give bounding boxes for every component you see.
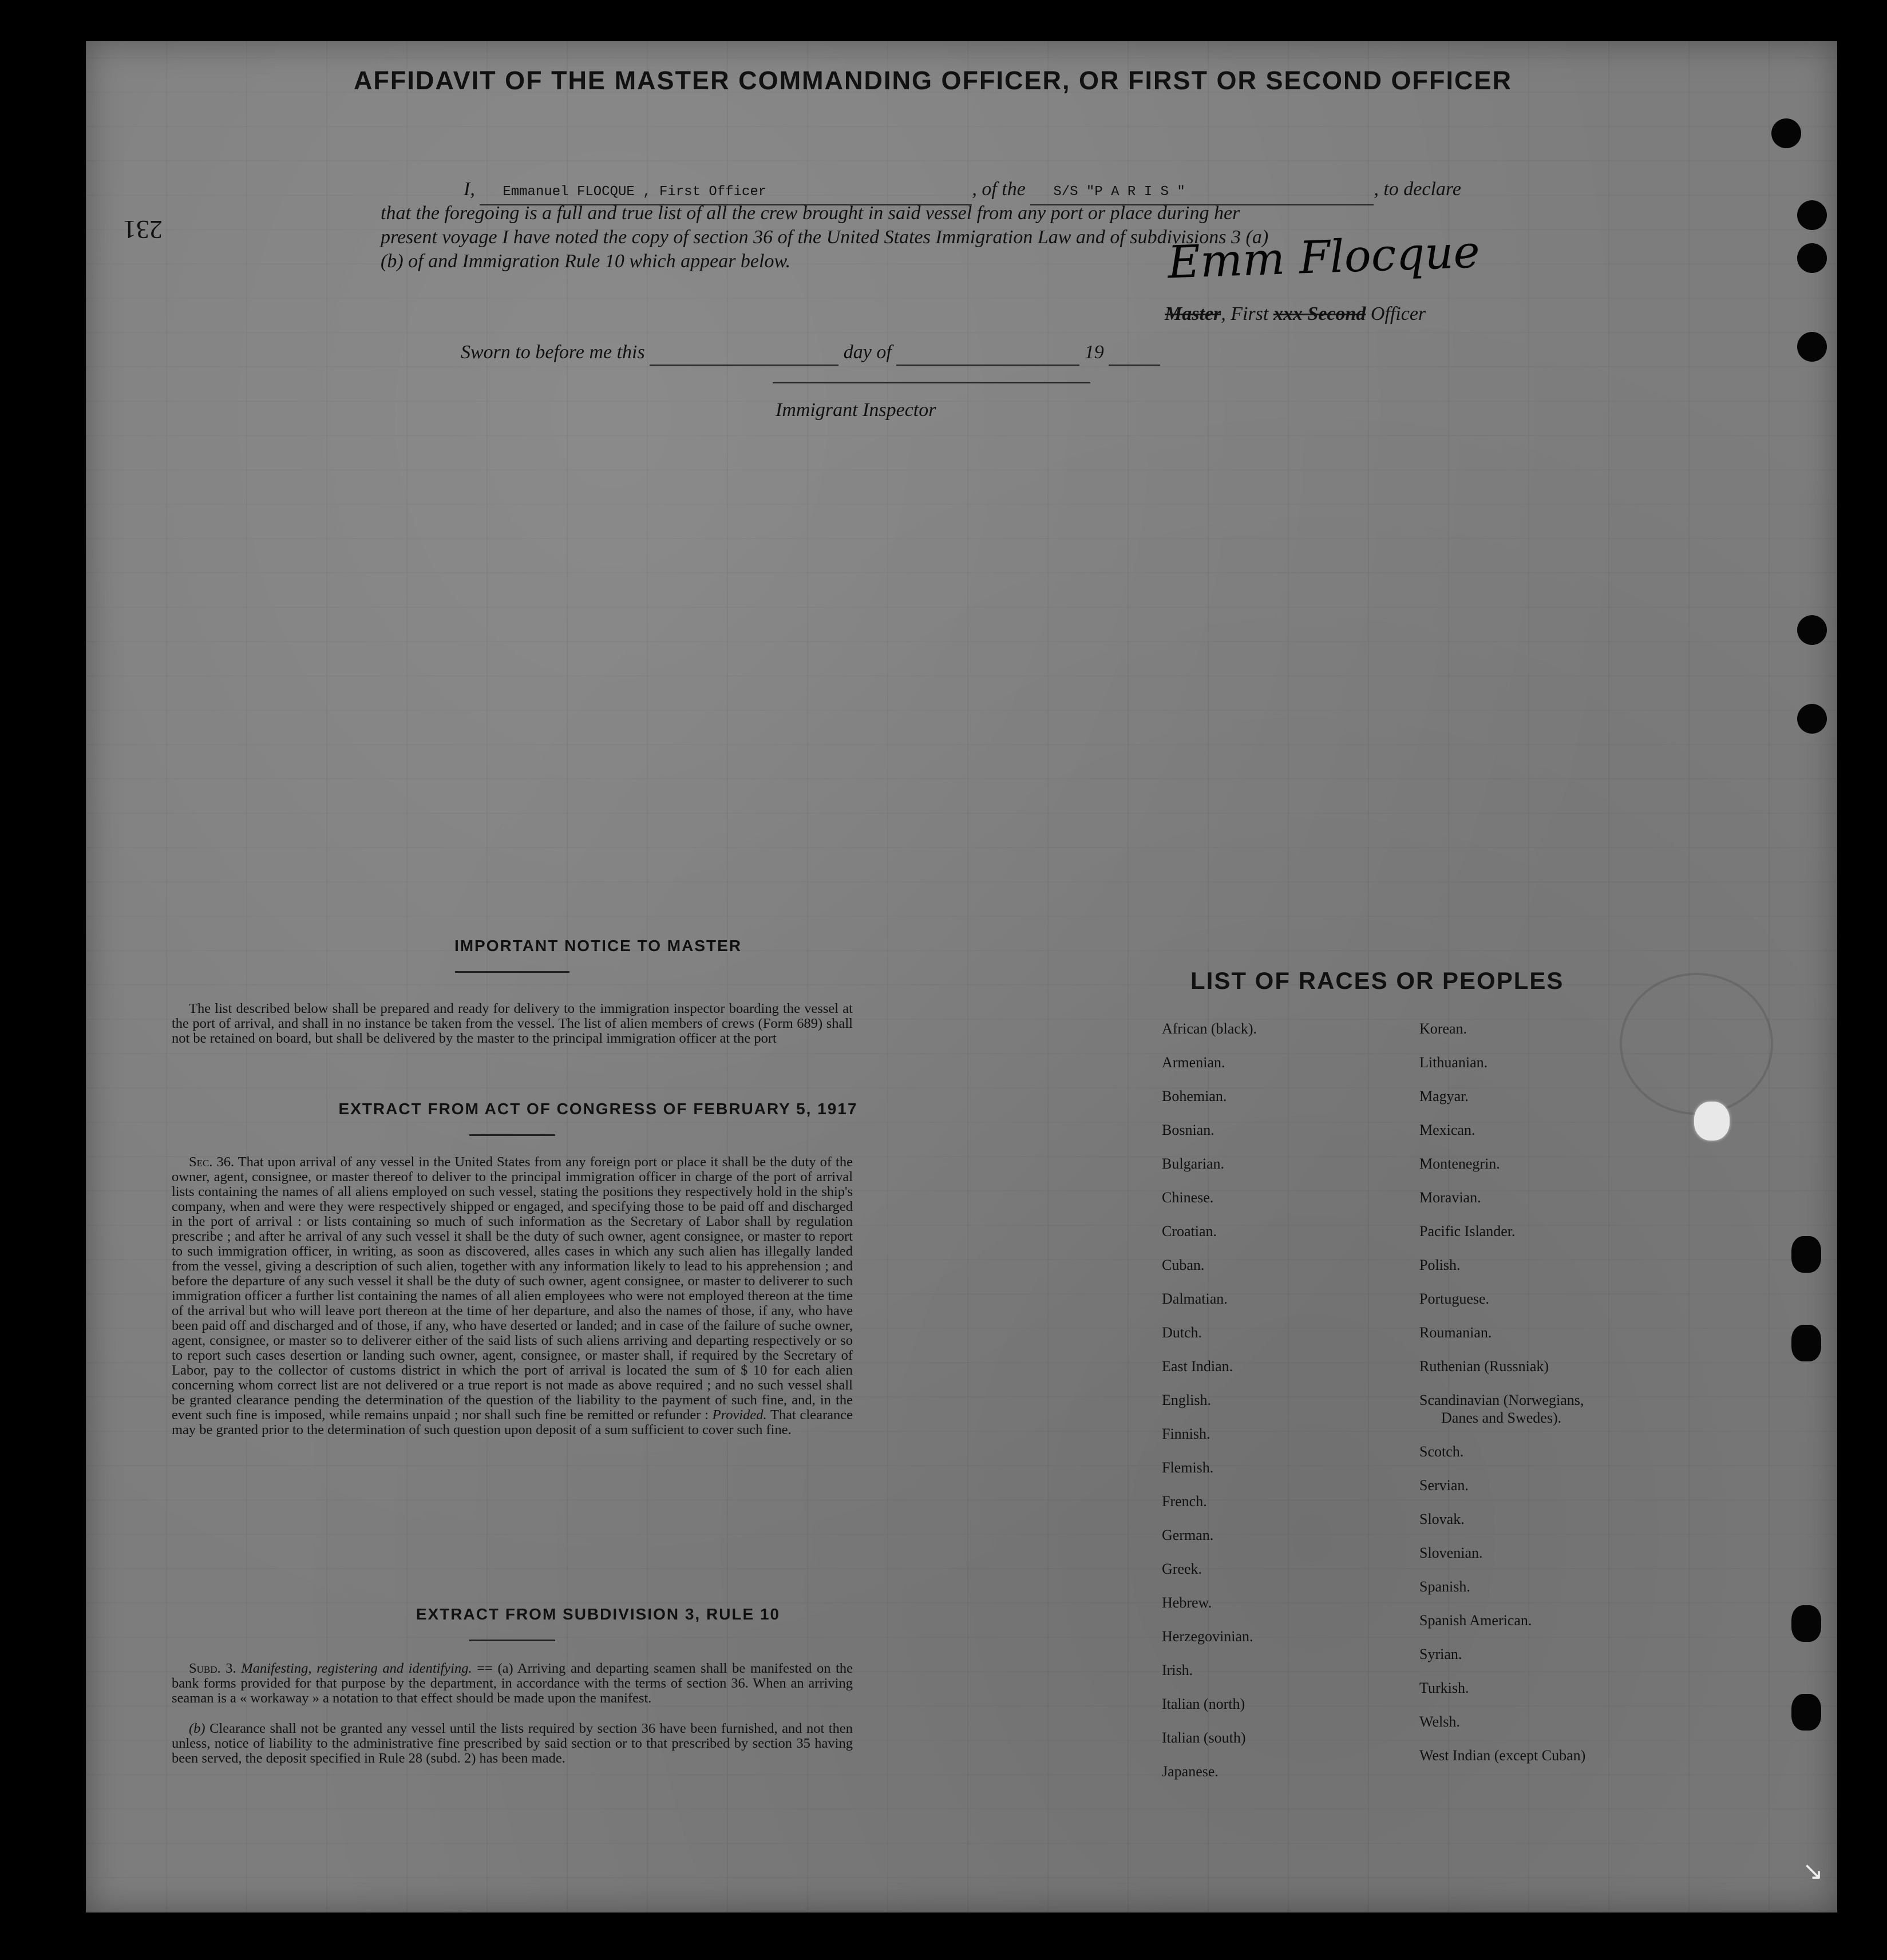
subd-title: Manifesting, registering and identifying. (241, 1661, 472, 1676)
binder-hole (1791, 1236, 1821, 1273)
race-item: West Indian (except Cuban) (1419, 1747, 1586, 1764)
rule-para-b (172, 1721, 853, 1766)
act-rule (469, 1134, 555, 1136)
handwritten-signature: Emm Flocque (1166, 226, 1481, 289)
race-item: Herzegovinian. (1162, 1628, 1253, 1645)
race-item: Moravian. (1419, 1189, 1481, 1206)
race-item: Pacific Islander. (1419, 1223, 1516, 1240)
pronoun: I, (464, 179, 475, 200)
act-heading: EXTRACT FROM ACT OF CONGRESS OF FEBRUARY 5, 1917 (338, 1100, 858, 1118)
race-item: East Indian. (1162, 1358, 1233, 1375)
affidavit-line-3: present voyage I have noted the copy of section 36 of the United States Immigration Law and of subdivisions 3 (a) (381, 227, 1269, 248)
provided-word: Provided. (712, 1407, 767, 1423)
sec-label: Sec. 36. (189, 1154, 235, 1170)
binder-hole (1797, 615, 1827, 645)
race-item: Slovak. (1419, 1511, 1465, 1527)
vessel-name-field: S/S "P A R I S " (1030, 180, 1374, 205)
rule-rule (469, 1640, 555, 1641)
margin-number: 231 (123, 215, 163, 244)
race-item: Servian. (1419, 1477, 1469, 1494)
rule-para-a (172, 1661, 853, 1706)
race-item: Spanish American. (1419, 1612, 1532, 1629)
binder-hole (1797, 704, 1827, 734)
white-seal-mark (1694, 1102, 1730, 1141)
sworn-day-blank (650, 340, 838, 366)
sworn-year-blank (1109, 340, 1160, 366)
race-item: Welsh. (1419, 1713, 1460, 1730)
race-item: African (black). (1162, 1020, 1257, 1037)
inspector-signature-line (773, 382, 1090, 383)
race-item: Bosnian. (1162, 1122, 1215, 1138)
rank-officer: Officer (1370, 303, 1426, 324)
officer-rank-line (1165, 302, 1426, 326)
race-item: Spanish. (1419, 1578, 1470, 1595)
rank-second-struck: xxx Second (1273, 303, 1366, 324)
sworn-day-of: day of (843, 342, 892, 363)
race-item: Roumanian. (1419, 1324, 1492, 1341)
subd-para-b: Clearance shall not be granted any vessel until the lists required by section 36 have been furnished, and not then unless, notice of liability to the administrative fine prescribed by said section or to that prescribed by section 35 having been served, the deposit specified in Rule 28 (subd. 2) has been made. (172, 1721, 853, 1766)
race-item: Syrian. (1419, 1646, 1462, 1662)
race-item: Scotch. (1419, 1443, 1464, 1460)
race-item: Scandinavian (Norwegians, (1419, 1392, 1584, 1408)
race-item: Turkish. (1419, 1680, 1469, 1696)
race-item: Lithuanian. (1419, 1054, 1488, 1071)
notice-rule (455, 971, 569, 973)
race-item: German. (1162, 1527, 1214, 1543)
race-item: Bulgarian. (1162, 1155, 1225, 1172)
subd-para-a: == (a) Arriving and departing seamen shall be manifested on the bank forms provided for that purpose by the department, in accordance with the terms of section 36. When an arriving seaman is a « workaway » a notation to that effect should be made upon the manifest. (172, 1661, 853, 1706)
race-item: Japanese. (1162, 1763, 1219, 1780)
binder-hole (1771, 118, 1801, 148)
race-item: Armenian. (1162, 1054, 1225, 1071)
notice-text: The list described below shall be prepared and ready for delivery to the immigration inspector boarding the vessel at the port of arrival, and shall in no instance be taken from the vessel. The list of alien members of crews (Form 689) shall not be retained on board, but shall be delivered by the master to the principal immigration officer at the port (172, 1001, 853, 1046)
race-item: Italian (north) (1162, 1696, 1245, 1712)
officer-name-field: Emmanuel FLOCQUE , First Officer (480, 180, 972, 205)
race-item: Ruthenian (Russniak) (1419, 1358, 1549, 1375)
sworn-year: 19 (1084, 342, 1104, 363)
act-body-end: That clearance may be granted prior to the determination of such question upon deposit of a sum sufficient to cover such fine. (172, 1407, 853, 1438)
race-item: Chinese. (1162, 1189, 1214, 1206)
subd-label: Subd. 3. (189, 1661, 236, 1676)
rule-heading: EXTRACT FROM SUBDIVISION 3, RULE 10 (416, 1605, 781, 1623)
race-item: Croatian. (1162, 1223, 1217, 1240)
binder-hole (1791, 1605, 1821, 1642)
race-item: Montenegrin. (1419, 1155, 1500, 1172)
faint-seal-stamp (1620, 973, 1773, 1115)
race-item: Italian (south) (1162, 1729, 1246, 1746)
race-item: Cuban. (1162, 1257, 1205, 1273)
race-item: Bohemian. (1162, 1088, 1227, 1104)
binder-hole (1797, 243, 1827, 273)
binder-hole (1791, 1325, 1821, 1361)
race-item: Finnish. (1162, 1426, 1210, 1442)
race-item: Slovenian. (1419, 1545, 1483, 1561)
race-item: Greek. (1162, 1561, 1202, 1577)
corner-mark: ↗ (1799, 1861, 1827, 1882)
race-item: French. (1162, 1493, 1207, 1510)
race-item: Danes and Swedes). (1441, 1409, 1562, 1426)
binder-hole (1791, 1694, 1821, 1731)
affidavit-line-2: that the foregoing is a full and true list of all the crew brought in said vessel from any port or place during her (381, 203, 1240, 224)
inspector-label: Immigrant Inspector (776, 399, 936, 421)
race-item: Portuguese. (1419, 1290, 1490, 1307)
race-item: Korean. (1419, 1020, 1467, 1037)
race-item: Dutch. (1162, 1324, 1202, 1341)
binder-hole (1797, 200, 1827, 230)
para-b-label: (b) (189, 1721, 205, 1736)
act-body: That upon arrival of any vessel in the United States from any foreign port or place it shall be the duty of the owner, agent, consignee, or master thereof to deliver to the principal immigration officer in charge of the port of arrival lists containing the names of all aliens employed on such vessel, stating the positions they respectively hold in the ship's company, when and were they were respectively shipped or engaged, and specifying those to be paid off and discharged in the port of arrival : or lists containing so much of such information as the Secretary of Labor shall by regulation prescribe ; and after he arrival of any such vessel it shall be the duty of such owner, agent consignee, or master to report to such immigration officer, in writing, as soon as discovered, alles cases in which any such alien has illegally landed from the vessel, giving a description of such alien, together with any information likely to lead to his apprehension ; and before the departure of any such vessel it shall be the duty of such owner, agent consignee, or master to deliverer to such immigration officer a further list containing the names of all alien employees who were not employed thereon at the time of the arrival but who will leave port thereon at the time of her departure, and also the names of those, if any, who have been paid off and discharged and of those, if any, who have deserted or landed; and in case of the failure of suche owner, agent, consignee, or master so to deliverer either of the said lists of such aliens arriving and departing respectively or so to report such cases desertion or landing such owner, agent, consignee, or master shall, if required by the Secretary of Labor, pay to the collector of customs district in which the port of arrival is located the sum of $ 10 for each alien concerning whom correct list are not delivered or a true report is not made as above required ; and no such vessel shall be granted clearance pending the determination of the question of the liability to the payment of such fine, and, in the event such fine is imposed, while remains unpaid ; nor shall such fine be remitted or refunder : (172, 1154, 853, 1423)
sworn-line (461, 340, 1160, 366)
act-text (172, 1155, 853, 1438)
races-heading: LIST OF RACES OR PEOPLES (1190, 967, 1564, 994)
race-item: Dalmatian. (1162, 1290, 1228, 1307)
race-item: English. (1162, 1392, 1211, 1408)
sworn-prefix: Sworn to before me this (461, 342, 645, 363)
race-item: Magyar. (1419, 1088, 1469, 1104)
race-item: Hebrew. (1162, 1594, 1212, 1611)
race-item: Irish. (1162, 1662, 1193, 1678)
rank-master-struck: Master (1165, 303, 1221, 324)
rank-first: , First (1221, 303, 1269, 324)
to-declare-text: , to declare (1374, 179, 1461, 200)
affidavit-title: AFFIDAVIT OF THE MASTER COMMANDING OFFICER, OR FIRST OR SECOND OFFICER (353, 66, 1513, 95)
binder-hole (1797, 332, 1827, 362)
notice-heading: IMPORTANT NOTICE TO MASTER (454, 937, 742, 955)
race-item: Flemish. (1162, 1459, 1214, 1476)
affidavit-line-4: (b) of and Immigration Rule 10 which appear below. (381, 251, 791, 272)
race-item: Mexican. (1419, 1122, 1475, 1138)
of-the-text: , of the (972, 179, 1026, 200)
race-item: Polish. (1419, 1257, 1461, 1273)
sworn-month-blank (896, 340, 1079, 366)
